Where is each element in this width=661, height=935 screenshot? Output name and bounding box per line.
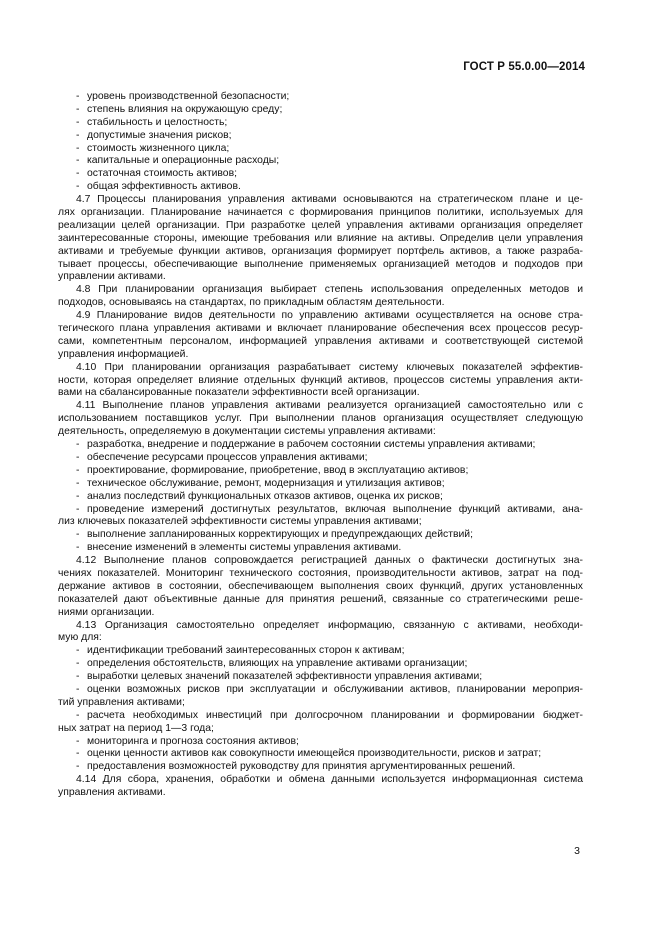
dash-marker: -: [76, 529, 80, 541]
dash-marker: -: [76, 168, 80, 180]
paragraph-line: подходов, основываясь на стандартах, по прикладным областям деятельности.: [58, 297, 445, 309]
bullet-text: разработка, внедрение и поддержание в рабочем состоянии системы управления активами;: [87, 439, 536, 451]
bullet-text: стабильность и целостность;: [87, 116, 228, 128]
paragraph-first-line: 4.11 Выполнение планов управления активами реализуется организацией самостоятельно или с: [76, 400, 583, 412]
paragraph-first-line: 4.8 При планировании организация выбирает степень использования определенных методов и: [76, 284, 583, 296]
bullet-text: предоставления возможностей руководству для принятия аргументированных решений.: [87, 761, 516, 773]
bullet-item: [58, 491, 583, 504]
bullet-item: [58, 452, 583, 465]
bullet-text: внесение изменений в элементы системы управления активами.: [87, 542, 402, 554]
dash-marker: -: [76, 542, 80, 554]
dash-marker: -: [76, 645, 80, 657]
bullet-item: [58, 143, 583, 156]
bullet-item: [58, 645, 583, 658]
bullet-item: [58, 478, 583, 491]
paragraph-first-line: 4.12 Выполнение планов сопровождается регистрацией данных о фактически достигнутых зна-: [76, 555, 583, 567]
dash-marker: -: [76, 503, 80, 515]
bullet-text: уровень производственной безопасности;: [87, 91, 290, 102]
bullet-text: проведение измерений достигнутых результатов, включая выполнение функций активами, ана-: [87, 503, 583, 515]
dash-marker: -: [76, 439, 80, 451]
bullet-item: [58, 542, 583, 555]
bullet-item: [58, 684, 583, 697]
bullet-item: [58, 529, 583, 542]
bullet-text: проектирование, формирование, приобретение, ввод в эксплуатацию активов;: [87, 464, 469, 476]
bullet-text: техническое обслуживание, ремонт, модернизация и утилизация активов;: [87, 477, 445, 489]
paragraph-line: ности, которая определяет влияние отдельных функций активов, процессов системы управления акти-: [58, 374, 583, 386]
paragraph-line: вами на сбалансированные показатели эффективности всей организации.: [58, 387, 420, 399]
bullet-text: выработки целевых значений показателей эффективности управления активами;: [87, 671, 483, 683]
dash-marker: -: [76, 490, 80, 502]
dash-marker: -: [76, 181, 80, 193]
bullet-text: расчета необходимых инвестиций при долгосрочном планировании и формировании бюджет-: [87, 709, 583, 721]
dash-marker: -: [76, 142, 80, 154]
bullet-text: оценки ценности активов как совокупности имеющейся производительности, рисков и затрат;: [87, 748, 542, 760]
bullet-text: определения обстоятельств, влияющих на управление активами организации;: [87, 658, 468, 670]
bullet-item: [58, 658, 583, 671]
dash-marker: -: [76, 103, 80, 115]
bullet-item: [58, 710, 583, 723]
bullet-item: [58, 465, 583, 478]
bullet-text: общая эффективность активов.: [87, 181, 241, 193]
dash-marker: -: [76, 155, 80, 167]
bullet-item: [58, 748, 583, 761]
dash-marker: -: [76, 671, 80, 683]
bullet-item: [58, 104, 583, 117]
bullet-item: [58, 181, 583, 194]
dash-marker: -: [76, 464, 80, 476]
dash-marker: -: [76, 477, 80, 489]
document-header-id: ГОСТ Р 55.0.00—2014: [463, 61, 585, 73]
bullet-text: идентификации требований заинтересованных сторон к активам;: [87, 645, 405, 657]
paragraph-line: лиз ключевых показателей эффективности системы управления активами;: [58, 516, 422, 528]
bullet-item: [58, 117, 583, 130]
paragraph-line: ных затрат на период 1—3 года;: [58, 722, 214, 734]
bullet-item: [58, 671, 583, 684]
bullet-item: [58, 439, 583, 452]
dash-marker: -: [76, 709, 80, 721]
paragraph-first-line: 4.7 Процессы планирования управления активами основываются на стратегическом плане и це-: [76, 194, 583, 206]
paragraph-line: мую для:: [58, 632, 102, 644]
dash-marker: -: [76, 658, 80, 670]
paragraph-first-line: 4.13 Организация самостоятельно определяет информацию, связанную с активами, необходи-: [76, 619, 583, 631]
paragraph-line: тий управления активами;: [58, 696, 185, 708]
bullet-text: выполнение запланированных корректирующих и предупреждающих действий;: [87, 529, 473, 541]
paragraph-line: держание активов в состоянии, обеспечивающем выполнения своих функций, других установленных: [58, 580, 583, 592]
bullet-text: степень влияния на окружающую среду;: [87, 103, 283, 115]
bullet-item: [58, 91, 583, 104]
dash-marker: -: [76, 761, 80, 773]
bullet-text: анализ последствий функциональных отказов активов, оценка их рисков;: [87, 490, 443, 502]
paragraph-line: тывает процессы, обеспечивающие выполнение применяемых организацией методов и подходов при: [58, 258, 583, 270]
bullet-text: оценки возможных рисков при эксплуатации и обслуживании активов, планировании мероприя-: [87, 683, 583, 695]
bullet-text: мониторинга и прогноза состояния активов;: [87, 735, 299, 747]
bullet-item: [58, 155, 583, 168]
paragraph-line: управлении активами.: [58, 271, 166, 283]
paragraph-line: ниями организации.: [58, 606, 155, 618]
bullet-item: [58, 130, 583, 143]
paragraph-line: активами и требуемые функции активов, организация формирует портфель активов, а также разраба-: [58, 245, 583, 257]
page-number: 3: [574, 845, 580, 857]
paragraph-line: управления активами.: [58, 787, 166, 799]
paragraph-line: деятельность, определяемую в документации системы управления активами:: [58, 426, 436, 438]
dash-marker: -: [76, 91, 80, 102]
paragraph-line: сами, компетентным персоналом, информацией управления активами и соответствующей системой: [58, 335, 583, 347]
bullet-text: стоимость жизненного цикла;: [87, 142, 230, 154]
bullet-item: [58, 761, 583, 774]
paragraph-line: чениях показателей. Мониторинг технического состояния, производительности активов, затрат на под-: [58, 567, 583, 579]
dash-marker: -: [76, 735, 80, 747]
paragraph-line: тегического плана управления активами и включает планирование обеспечения всех процессов ресур-: [58, 323, 583, 335]
paragraph-first-line: 4.14 Для сбора, хранения, обработки и обмена данными используется информационная система: [76, 774, 583, 786]
bullet-text: обеспечение ресурсами процессов управления активами;: [87, 451, 368, 463]
dash-marker: -: [76, 683, 80, 695]
dash-marker: -: [76, 748, 80, 760]
paragraph-line: использованием поставщиков услуг. При выполнении планов организация осуществляет следующую: [58, 413, 583, 425]
paragraph-line: управления информацией.: [58, 348, 189, 360]
bullet-item: [58, 736, 583, 749]
paragraph-first-line: 4.9 Планирование видов деятельности по управлению активами осуществляется на основе стра-: [76, 310, 583, 322]
dash-marker: -: [76, 116, 80, 128]
bullet-item: [58, 504, 583, 517]
dash-marker: -: [76, 451, 80, 463]
paragraph-line: показателей дают объективные данные для принятия решений, связанные со стратегическими реше-: [58, 593, 583, 605]
bullet-item: [58, 168, 583, 181]
bullet-text: капитальные и операционные расходы;: [87, 155, 280, 167]
dash-marker: -: [76, 129, 80, 141]
paragraph-first-line: 4.10 При планировании организация разрабатывает систему ключевых показателей эффектив-: [76, 361, 583, 373]
bullet-text: остаточная стоимость активов;: [87, 168, 237, 180]
document-body: [58, 91, 583, 800]
bullet-text: допустимые значения рисков;: [87, 129, 232, 141]
paragraph-line: реализации целей организации. При разработке целей управления активами организация определяет: [58, 219, 583, 231]
paragraph-line: заинтересованные стороны, имеющие требования или влияние на активы. Определив цели управления: [58, 232, 583, 244]
paragraph-line: лях организации. Планирование начинается с формирования принципов политики, используемых для: [58, 207, 583, 219]
